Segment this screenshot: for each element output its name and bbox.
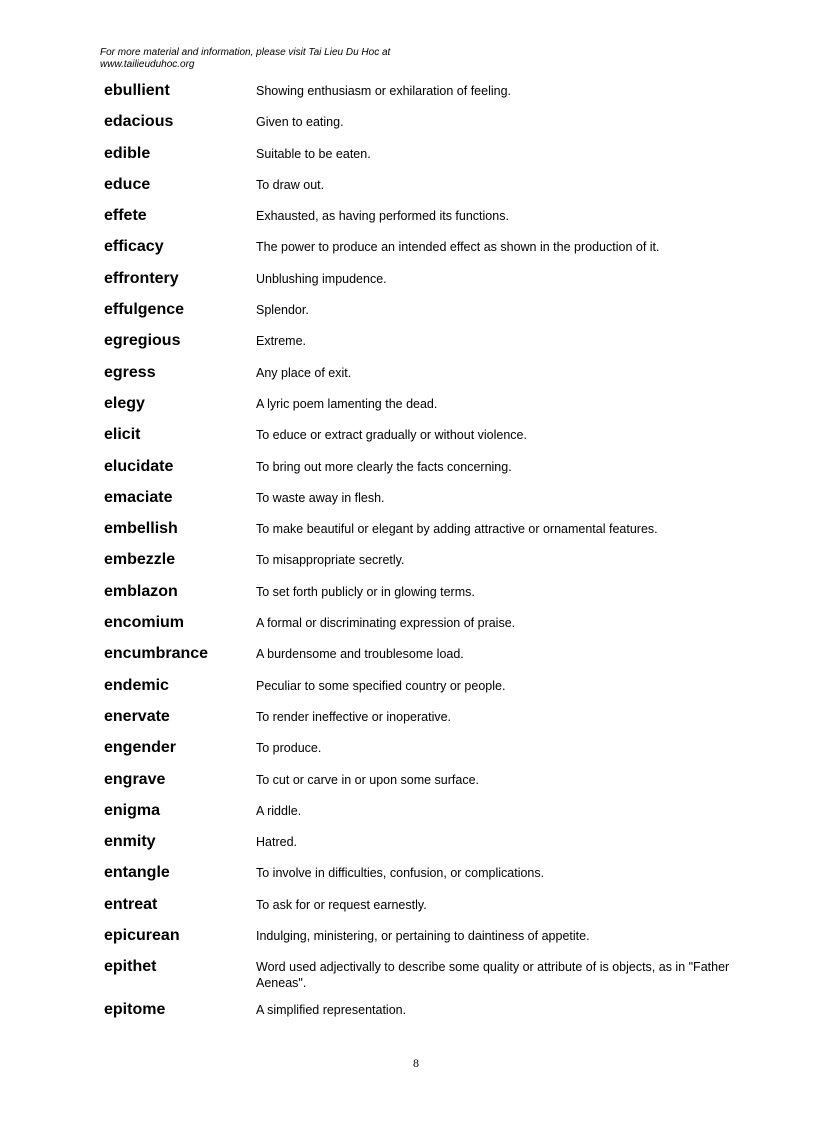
vocab-entry	[104, 330, 744, 361]
page-number: 8	[413, 1056, 419, 1070]
vocab-term: epicurean	[104, 927, 180, 945]
vocab-definition: A lyric poem lamenting the dead.	[256, 396, 438, 411]
vocab-definition: To ask for or request earnestly.	[256, 897, 427, 912]
vocab-entry	[104, 925, 744, 956]
vocab-definition: Showing enthusiasm or exhilaration of feeling.	[256, 84, 512, 98]
vocab-definition: Any place of exit.	[256, 365, 352, 380]
vocab-term: embellish	[104, 520, 178, 538]
vocab-term: edacious	[104, 113, 174, 131]
vocab-term: epitome	[104, 1001, 166, 1019]
vocab-definition: A riddle.	[256, 803, 302, 818]
vocab-entry	[104, 862, 744, 893]
vocab-definition: To produce.	[256, 741, 322, 756]
vocab-term: egress	[104, 363, 156, 381]
vocab-entry	[104, 80, 744, 111]
vocab-definition: The power to produce an intended effect as shown in the production of it.	[256, 240, 660, 255]
vocab-definition: Suitable to be eaten.	[256, 146, 371, 161]
vocab-term: elicit	[104, 426, 141, 444]
vocab-definition: To bring out more clearly the facts concerning.	[256, 459, 512, 474]
vocab-term: edible	[104, 144, 151, 162]
vocab-term: enigma	[104, 801, 161, 819]
vocab-definition: To make beautiful or elegant by adding attractive or ornamental features.	[256, 522, 658, 537]
vocab-entry	[104, 456, 744, 487]
vocab-term: emblazon	[104, 582, 178, 600]
vocab-term: engender	[104, 739, 177, 757]
vocab-term: efficacy	[104, 238, 164, 256]
vocab-entry	[104, 424, 744, 455]
vocab-entry	[104, 393, 744, 424]
vocab-definition: Hatred.	[256, 835, 297, 850]
vocab-definition: Splendor.	[256, 303, 309, 318]
vocab-entry	[104, 549, 744, 580]
vocab-term: elucidate	[104, 457, 174, 475]
vocab-term: encumbrance	[104, 645, 209, 663]
vocab-entry	[104, 205, 744, 236]
vocab-term: educe	[104, 175, 151, 193]
vocab-entry	[104, 737, 744, 768]
vocab-entry	[104, 800, 744, 831]
vocab-entry	[104, 143, 744, 174]
vocab-definition: Unblushing impudence.	[256, 271, 387, 286]
vocab-definition: To draw out.	[256, 177, 325, 192]
vocab-definition: A formal or discriminating expression of praise.	[256, 616, 516, 631]
vocab-term: entreat	[104, 895, 158, 913]
vocab-term: engrave	[104, 770, 166, 788]
vocab-entry	[104, 675, 744, 706]
vocab-entry	[104, 643, 744, 674]
vocab-definition: Peculiar to some specified country or people.	[256, 678, 506, 693]
vocab-entry	[104, 956, 744, 999]
vocab-term: effrontery	[104, 269, 179, 287]
vocab-entry	[104, 831, 744, 862]
vocab-definition: To set forth publicly or in glowing terms.	[256, 584, 475, 599]
vocab-definition: A simplified representation.	[256, 1003, 407, 1018]
vocab-definition: To waste away in flesh.	[256, 490, 385, 505]
vocab-entry	[104, 894, 744, 925]
vocab-term: elegy	[104, 394, 145, 412]
vocab-definition: Exhausted, as having performed its functions.	[256, 209, 509, 224]
vocab-definition: To misappropriate secretly.	[256, 553, 405, 568]
vocab-term: egregious	[104, 332, 181, 350]
vocab-entry	[104, 999, 744, 1030]
vocabulary-list	[104, 80, 744, 1031]
vocab-definition: To educe or extract gradually or without violence.	[256, 428, 527, 443]
vocab-definition: To render ineffective or inoperative.	[256, 709, 452, 724]
vocab-term: enervate	[104, 707, 170, 725]
vocab-entry	[104, 111, 744, 142]
header-line-notice: For more material and information, please visit Tai Lieu Du Hoc at	[100, 47, 391, 58]
vocab-entry	[104, 268, 744, 299]
vocab-term: epithet	[104, 958, 157, 976]
vocab-definition: To involve in difficulties, confusion, or complications.	[256, 866, 545, 881]
vocab-entry	[104, 581, 744, 612]
vocab-term: enmity	[104, 833, 156, 851]
vocab-term: encomium	[104, 614, 185, 632]
vocab-entry	[104, 518, 744, 549]
vocab-definition: A burdensome and troublesome load.	[256, 647, 464, 662]
vocab-entry	[104, 236, 744, 267]
vocab-entry	[104, 174, 744, 205]
vocab-definition: Word used adjectivally to describe some quality or attribute of is objects, as in "Father Aeneas".	[256, 960, 730, 991]
vocab-term: entangle	[104, 864, 170, 882]
vocab-term: ebullient	[104, 82, 170, 99]
vocab-definition: Extreme.	[256, 334, 307, 349]
vocab-entry	[104, 362, 744, 393]
header-line-website: www.tailieuduhoc.org	[100, 59, 195, 70]
vocab-entry	[104, 769, 744, 800]
vocab-term: effulgence	[104, 301, 185, 319]
page-header	[100, 47, 390, 71]
vocab-entry	[104, 612, 744, 643]
vocab-entry	[104, 487, 744, 518]
vocab-definition: Given to eating.	[256, 115, 344, 130]
vocab-term: embezzle	[104, 551, 176, 569]
vocab-definition: To cut or carve in or upon some surface.	[256, 772, 480, 787]
vocab-entry	[104, 706, 744, 737]
vocab-entry	[104, 299, 744, 330]
vocab-term: endemic	[104, 676, 169, 694]
vocab-term: emaciate	[104, 488, 173, 506]
vocab-definition: Indulging, ministering, or pertaining to daintiness of appetite.	[256, 929, 590, 944]
vocab-term: effete	[104, 207, 147, 225]
